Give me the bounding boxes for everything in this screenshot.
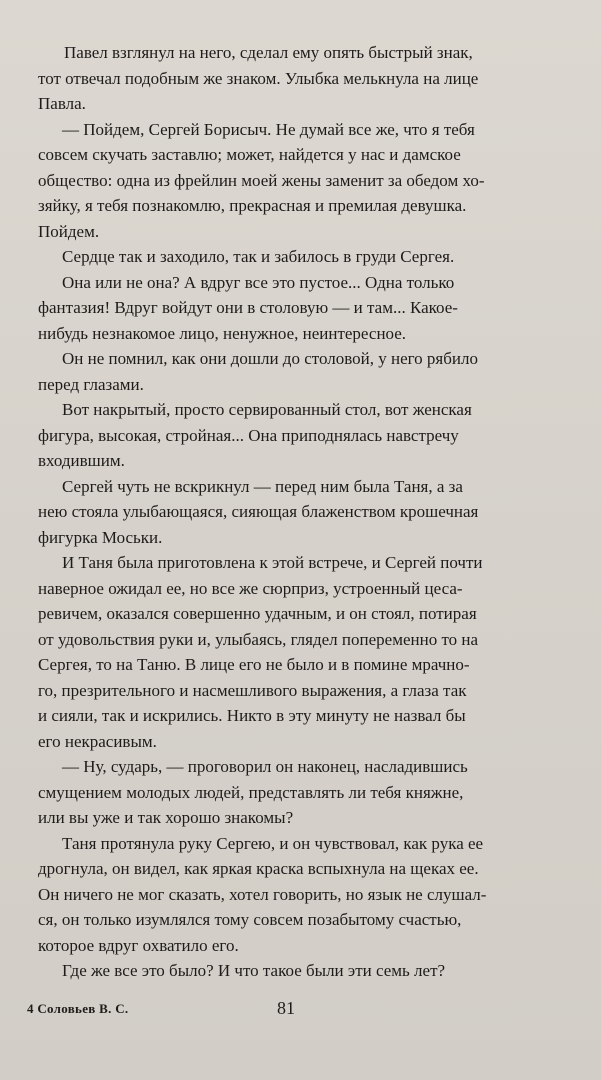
text-line: его некрасивым. — [38, 731, 157, 751]
text-line: наверное ожидал ее, но все же сюрприз, устроенный цеса- — [38, 578, 463, 598]
text-line: — Ну, сударь, — проговорил он наконец, насладившись — [62, 757, 468, 776]
text-line: смущением молодых людей, представлять ли тебя княжне, — [38, 782, 464, 802]
text-line: совсем скучать заставлю; может, найдется у нас и дамское — [38, 145, 461, 164]
text-line: нею стояла улыбающаяся, сияющая блаженством крошечная — [38, 502, 479, 521]
text-line: го, презрительного и насмешливого выражения, а глаза так — [38, 680, 467, 700]
text-line: Он не помнил, как они дошли до столовой, у него рябило — [62, 349, 478, 368]
text-line: зяйку, я тебя познакомлю, прекрасная и премилая девушка. — [38, 196, 467, 215]
text-line: ревичем, оказался совершенно удачным, и он стоял, потирая — [38, 604, 477, 623]
text-line: Сердце так и заходило, так и забилось в груди Сергея. — [62, 247, 455, 266]
text-line: — Пойдем, Сергей Борисыч. Не думай все же, что я тебя — [62, 119, 475, 139]
text-line: ся, он только изумлялся тому совсем позабытому счастью, — [38, 910, 462, 929]
text-line: Где же все это было? И что такое были эти семь лет? — [62, 961, 446, 980]
text-line: дрогнула, он видел, как яркая краска вспыхнула на щеках ее. — [38, 859, 479, 878]
text-line: которое вдруг охватило его. — [38, 935, 239, 955]
text-line: нибудь незнакомое лицо, ненужное, неинтересное. — [38, 323, 407, 343]
text-line: и сияли, так и искрились. Никто в эту минуту не назвал бы — [38, 706, 466, 725]
page-number: 81 — [277, 998, 295, 1018]
body-text — [38, 40, 557, 984]
text-line: или вы уже и так хорошо знакомы? — [38, 808, 294, 827]
text-line: И Таня была приготовлена к этой встрече, и Сергей почти — [62, 553, 483, 572]
text-line: Пойдем. — [38, 221, 100, 241]
printer-signature: 4 Соловьев В. С. — [27, 1001, 129, 1016]
text-line: Павел взглянул на него, сделал ему опять быстрый знак, — [64, 43, 473, 62]
text-line: Он ничего не мог сказать, хотел говорить, но язык не слушал- — [38, 884, 487, 904]
text-line: входившим. — [38, 451, 125, 470]
text-line: фигура, высокая, стройная... Она приподнялась навстречу — [38, 425, 459, 445]
text-line: перед глазами. — [38, 374, 144, 394]
text-line: Сергей чуть не вскрикнул — перед ним была Таня, а за — [62, 476, 463, 496]
text-line: Таня протянула руку Сергею, и он чувствовал, как рука ее — [62, 833, 484, 853]
text-line: фантазия! Вдруг войдут они в столовую — и там... Какое- — [38, 298, 458, 317]
text-line: Сергея, то на Таню. В лице его не было и в помине мрачно- — [38, 655, 470, 674]
text-line: Она или не она? А вдруг все это пустое... Одна только — [62, 272, 455, 292]
text-line: тот отвечал подобным же знаком. Улыбка мелькнула на лице — [38, 68, 479, 88]
text-line: от удовольствия руки и, улыбаясь, глядел попеременно то на — [38, 629, 479, 649]
text-line: фигурка Моськи. — [38, 527, 163, 547]
text-line: общество: одна из фрейлин моей жены заменит за обедом хо- — [38, 170, 485, 190]
text-line: Вот накрытый, просто сервированный стол, вот женская — [62, 400, 472, 419]
page-footer — [0, 998, 601, 1024]
text-line: Павла. — [38, 94, 86, 113]
